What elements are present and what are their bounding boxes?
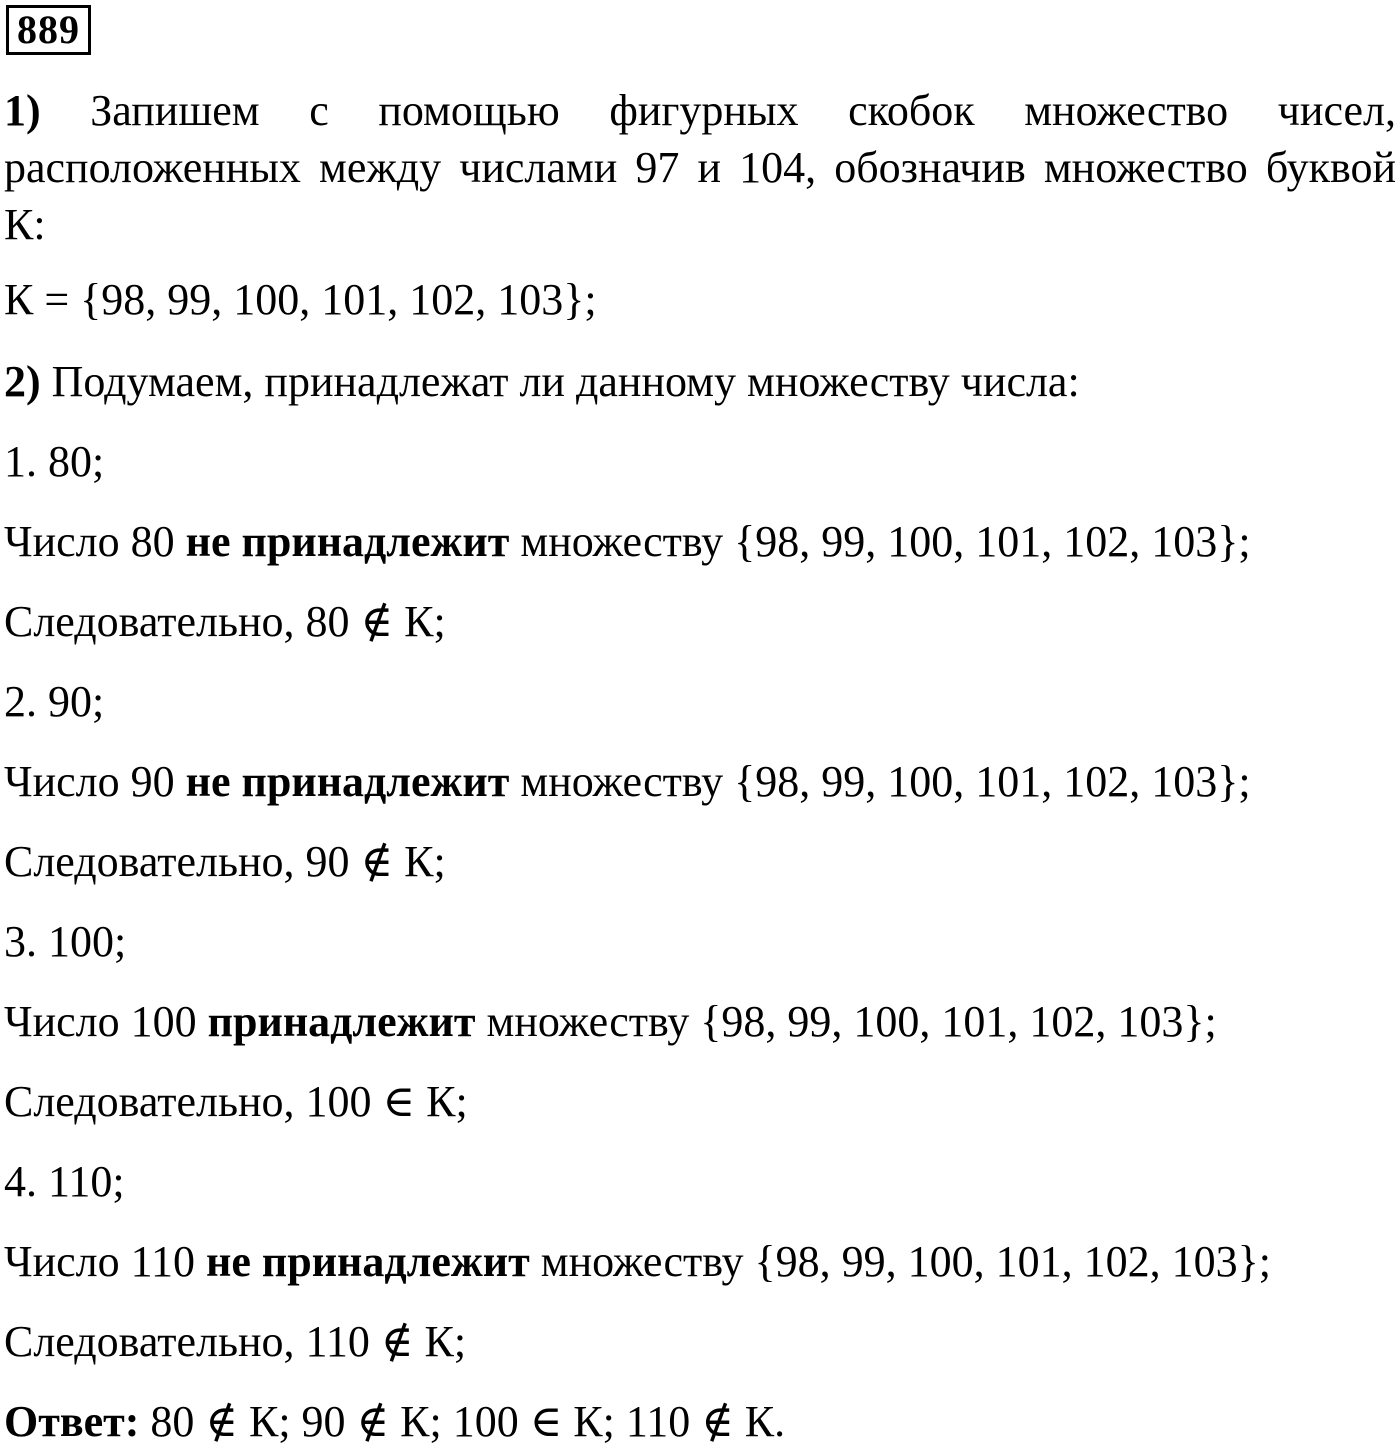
part2-label: 2)	[4, 357, 41, 406]
item-conclusion: Следовательно, 110 ∉ К;	[4, 1317, 467, 1366]
item-prefix: Число 100	[4, 997, 208, 1046]
item-verdict: принадлежит	[207, 997, 476, 1046]
part1-line3: К:	[4, 200, 46, 249]
item-conclusion: Следовательно, 80 ∉ К;	[4, 597, 446, 646]
item-verdict: не принадлежит	[185, 757, 510, 806]
item-verdict: не принадлежит	[185, 517, 510, 566]
item-suffix: множеству {98, 99, 100, 101, 102, 103};	[529, 1237, 1271, 1286]
set-definition: К = {98, 99, 100, 101, 102, 103};	[4, 275, 597, 324]
item-statement	[4, 994, 1217, 1050]
item-statement	[4, 514, 1251, 570]
part1-line1	[4, 82, 1396, 139]
part1-line2: расположенных между числами 97 и 104, обозначив множество буквой	[4, 143, 1396, 192]
answer-label: Ответ:	[4, 1397, 140, 1446]
problem-number-badge: 889	[6, 5, 91, 55]
item-heading: 1. 80;	[4, 437, 105, 486]
item-prefix: Число 90	[4, 757, 186, 806]
part2-intro-line	[4, 354, 1080, 410]
item-suffix: множеству {98, 99, 100, 101, 102, 103};	[509, 517, 1251, 566]
item-conclusion: Следовательно, 100 ∈ К;	[4, 1077, 468, 1126]
item-suffix: множеству {98, 99, 100, 101, 102, 103};	[509, 757, 1251, 806]
answer-line	[4, 1394, 785, 1450]
item-heading: 2. 90;	[4, 677, 105, 726]
part1-line1-text: Запишем с помощью фигурных скобок множество чисел,	[40, 86, 1396, 135]
item-heading: 3. 100;	[4, 917, 127, 966]
part1-label: 1)	[4, 86, 41, 135]
item-statement	[4, 1234, 1271, 1290]
item-suffix: множеству {98, 99, 100, 101, 102, 103};	[475, 997, 1217, 1046]
item-conclusion: Следовательно, 90 ∉ К;	[4, 837, 446, 886]
part1-paragraph	[4, 82, 1396, 253]
answer-text: 80 ∉ К; 90 ∉ К; 100 ∈ К; 110 ∉ К.	[139, 1397, 786, 1446]
part2-intro-text: Подумаем, принадлежат ли данному множеству числа:	[40, 357, 1080, 406]
item-heading: 4. 110;	[4, 1157, 125, 1206]
item-prefix: Число 110	[4, 1237, 206, 1286]
item-prefix: Число 80	[4, 517, 186, 566]
item-verdict: не принадлежит	[206, 1237, 530, 1286]
item-statement	[4, 754, 1251, 810]
